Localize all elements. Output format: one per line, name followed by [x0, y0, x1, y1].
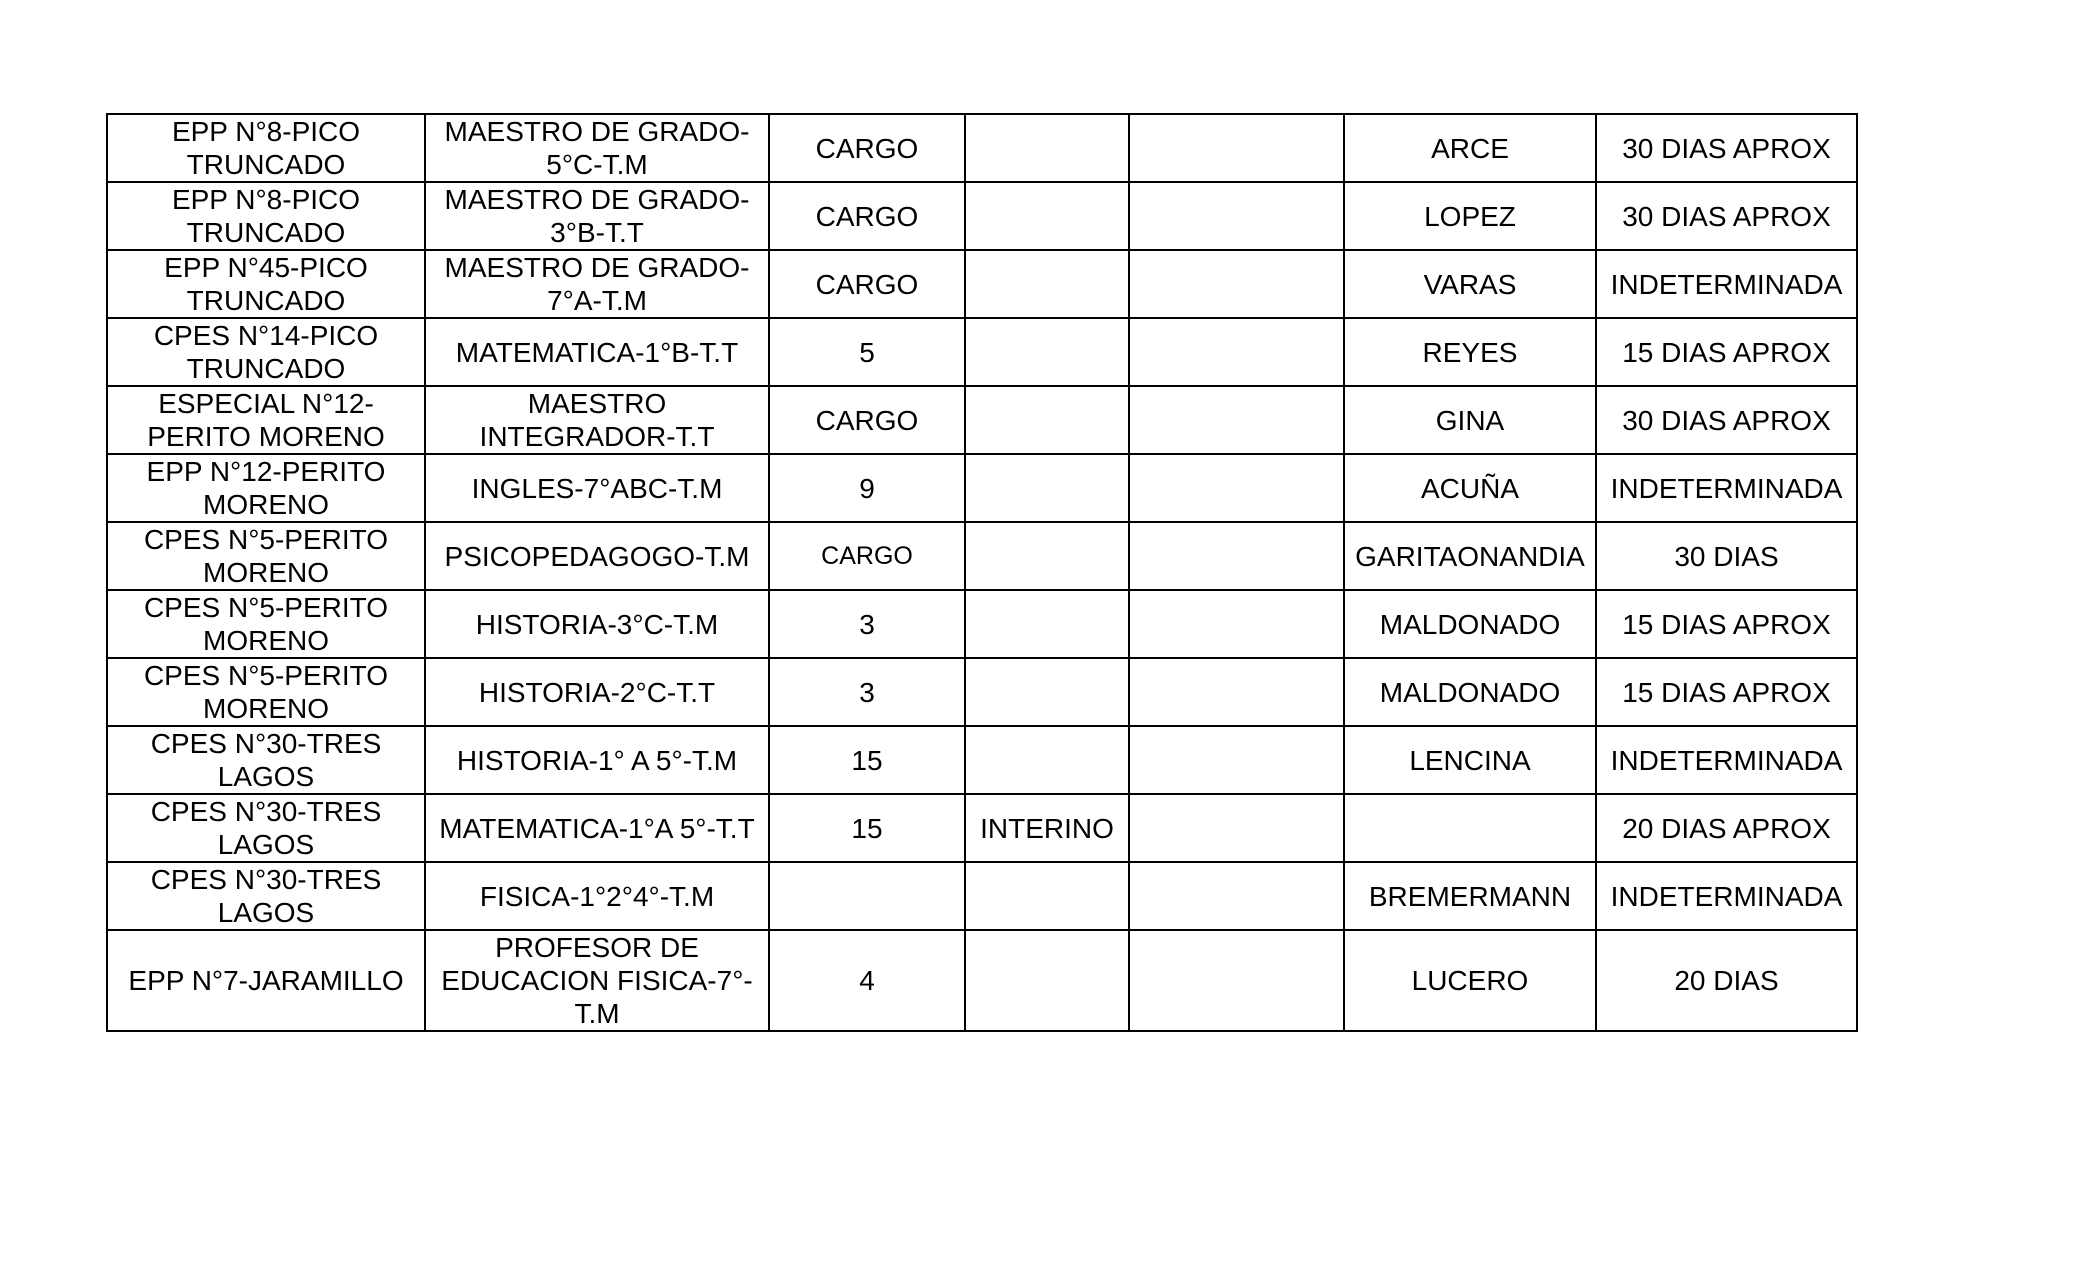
extra-cell	[1129, 250, 1344, 318]
position-cell: HISTORIA-3°C-T.M	[425, 590, 769, 658]
school-cell: CPES N°14-PICO TRUNCADO	[107, 318, 425, 386]
position-cell: PSICOPEDAGOGO-T.M	[425, 522, 769, 590]
teacher-cell: ARCE	[1344, 114, 1596, 182]
duration-cell: 15 DIAS APROX	[1596, 658, 1857, 726]
position-cell: MAESTRO DE GRADO-3°B-T.T	[425, 182, 769, 250]
table-row	[107, 454, 1857, 522]
teacher-cell: GARITAONANDIA	[1344, 522, 1596, 590]
hours-cell: 3	[769, 590, 965, 658]
hours-cell: 5	[769, 318, 965, 386]
hours-cell: CARGO	[769, 114, 965, 182]
teacher-cell: BREMERMANN	[1344, 862, 1596, 930]
teacher-cell: GINA	[1344, 386, 1596, 454]
table-row	[107, 522, 1857, 590]
duration-cell: INDETERMINADA	[1596, 250, 1857, 318]
extra-cell	[1129, 726, 1344, 794]
duration-cell: 15 DIAS APROX	[1596, 318, 1857, 386]
hours-cell: CARGO	[769, 522, 965, 590]
duration-cell: 30 DIAS APROX	[1596, 386, 1857, 454]
position-cell: MAESTRO DE GRADO-7°A-T.M	[425, 250, 769, 318]
table-row	[107, 726, 1857, 794]
hours-cell: 15	[769, 794, 965, 862]
extra-cell	[1129, 318, 1344, 386]
school-cell: ESPECIAL N°12-PERITO MORENO	[107, 386, 425, 454]
position-cell: MAESTRO DE GRADO-5°C-T.M	[425, 114, 769, 182]
status-cell	[965, 862, 1129, 930]
table-row	[107, 862, 1857, 930]
teacher-cell: MALDONADO	[1344, 590, 1596, 658]
school-cell: EPP N°8-PICO TRUNCADO	[107, 182, 425, 250]
duration-cell: INDETERMINADA	[1596, 726, 1857, 794]
status-cell	[965, 522, 1129, 590]
school-cell: CPES N°30-TRES LAGOS	[107, 862, 425, 930]
status-cell	[965, 318, 1129, 386]
teacher-cell	[1344, 794, 1596, 862]
status-cell	[965, 726, 1129, 794]
duration-cell: INDETERMINADA	[1596, 454, 1857, 522]
teacher-cell: MALDONADO	[1344, 658, 1596, 726]
table-row	[107, 250, 1857, 318]
extra-cell	[1129, 590, 1344, 658]
table-row	[107, 794, 1857, 862]
teacher-cell: REYES	[1344, 318, 1596, 386]
hours-cell: CARGO	[769, 250, 965, 318]
school-cell: EPP N°8-PICO TRUNCADO	[107, 114, 425, 182]
position-cell: PROFESOR DE EDUCACION FISICA-7°-T.M	[425, 930, 769, 1031]
teacher-cell: ACUÑA	[1344, 454, 1596, 522]
teacher-cell: LUCERO	[1344, 930, 1596, 1031]
status-cell	[965, 590, 1129, 658]
hours-cell: CARGO	[769, 182, 965, 250]
table-row	[107, 114, 1857, 182]
hours-cell	[769, 862, 965, 930]
table-row	[107, 590, 1857, 658]
school-cell: EPP N°12-PERITO MORENO	[107, 454, 425, 522]
status-cell	[965, 930, 1129, 1031]
extra-cell	[1129, 522, 1344, 590]
hours-cell: 9	[769, 454, 965, 522]
school-cell: CPES N°5-PERITO MORENO	[107, 522, 425, 590]
table-row	[107, 658, 1857, 726]
status-cell	[965, 454, 1129, 522]
extra-cell	[1129, 930, 1344, 1031]
school-cell: CPES N°5-PERITO MORENO	[107, 590, 425, 658]
position-cell: MATEMATICA-1°B-T.T	[425, 318, 769, 386]
teacher-cell: VARAS	[1344, 250, 1596, 318]
extra-cell	[1129, 386, 1344, 454]
duration-cell: 15 DIAS APROX	[1596, 590, 1857, 658]
extra-cell	[1129, 794, 1344, 862]
table-body	[107, 114, 1857, 1031]
position-cell: HISTORIA-1° A 5°-T.M	[425, 726, 769, 794]
table-row	[107, 386, 1857, 454]
status-cell: INTERINO	[965, 794, 1129, 862]
duration-cell: 30 DIAS	[1596, 522, 1857, 590]
position-cell: INGLES-7°ABC-T.M	[425, 454, 769, 522]
hours-cell: 4	[769, 930, 965, 1031]
extra-cell	[1129, 862, 1344, 930]
school-cell: EPP N°45-PICO TRUNCADO	[107, 250, 425, 318]
vacancy-table	[106, 113, 1858, 1032]
position-cell: HISTORIA-2°C-T.T	[425, 658, 769, 726]
duration-cell: INDETERMINADA	[1596, 862, 1857, 930]
school-cell: EPP N°7-JARAMILLO	[107, 930, 425, 1031]
duration-cell: 20 DIAS APROX	[1596, 794, 1857, 862]
table-row	[107, 930, 1857, 1031]
duration-cell: 30 DIAS APROX	[1596, 114, 1857, 182]
extra-cell	[1129, 454, 1344, 522]
status-cell	[965, 658, 1129, 726]
hours-cell: 3	[769, 658, 965, 726]
school-cell: CPES N°5-PERITO MORENO	[107, 658, 425, 726]
position-cell: FISICA-1°2°4°-T.M	[425, 862, 769, 930]
status-cell	[965, 250, 1129, 318]
hours-cell: 15	[769, 726, 965, 794]
table-row	[107, 182, 1857, 250]
status-cell	[965, 182, 1129, 250]
table-row	[107, 318, 1857, 386]
status-cell	[965, 114, 1129, 182]
teacher-cell: LOPEZ	[1344, 182, 1596, 250]
status-cell	[965, 386, 1129, 454]
position-cell: MAESTRO INTEGRADOR-T.T	[425, 386, 769, 454]
duration-cell: 30 DIAS APROX	[1596, 182, 1857, 250]
extra-cell	[1129, 182, 1344, 250]
school-cell: CPES N°30-TRES LAGOS	[107, 794, 425, 862]
position-cell: MATEMATICA-1°A 5°-T.T	[425, 794, 769, 862]
hours-cell: CARGO	[769, 386, 965, 454]
duration-cell: 20 DIAS	[1596, 930, 1857, 1031]
teacher-cell: LENCINA	[1344, 726, 1596, 794]
school-cell: CPES N°30-TRES LAGOS	[107, 726, 425, 794]
extra-cell	[1129, 114, 1344, 182]
extra-cell	[1129, 658, 1344, 726]
